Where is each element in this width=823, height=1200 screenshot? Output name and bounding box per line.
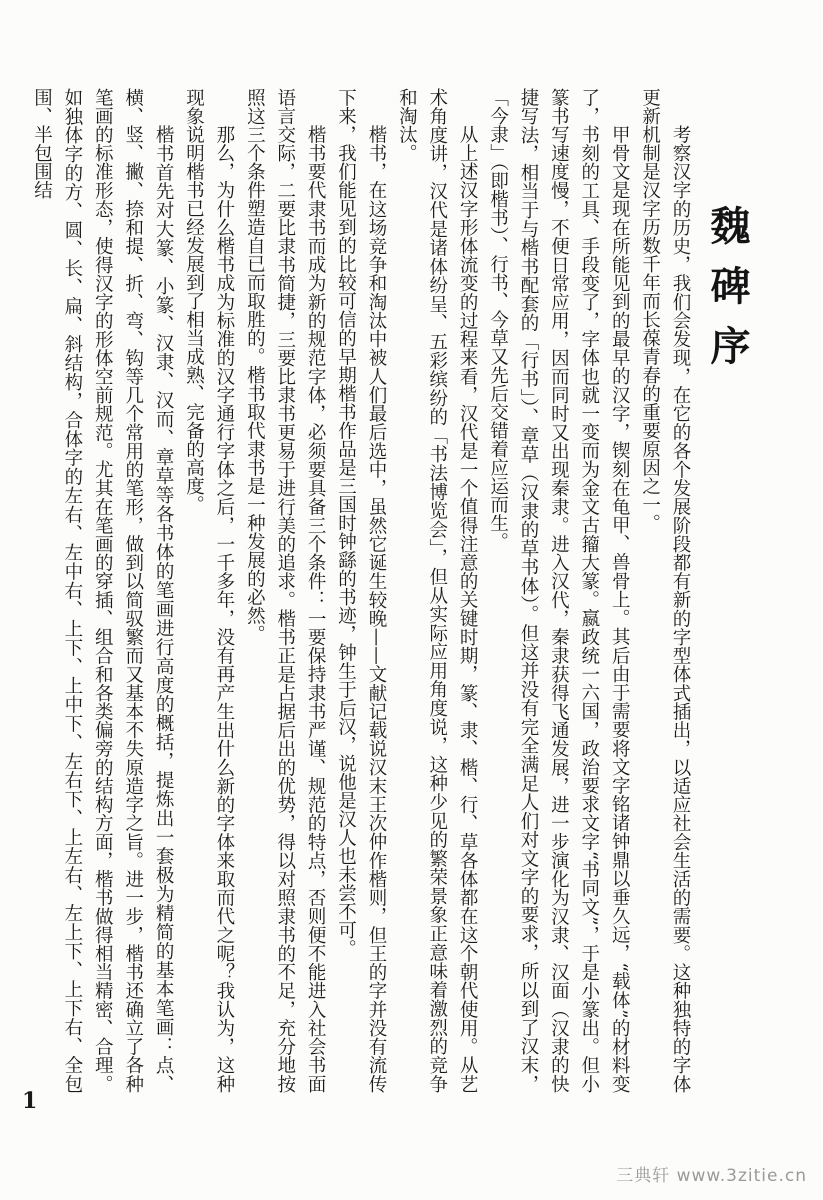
- paragraph: 楷书首先对大篆、小篆、汉隶、汉而、章草等各书体的笔画进行高度的概括，提炼出一套极为精简的基本笔画：点、横、竖、撇、捺和提、折、弯、钩等几个常用的笔形，做到以简驭繁而又基本不失原造字之旨。进一步，楷书还确立了各种笔画的标准形态，使得汉字的形体空前规范。尤其在笔画的穿插、组合和各类偏旁的结构方面，楷书做得相当精密、合理。如独体字的方、圆、长、扁、斜结构，合体字的左右、左中右、上下、上中下、左右下、上左右、左上下、上下右、全包围、半包围结: [31, 88, 175, 1093]
- paragraph: 考察汉字的历史，我们会发现，在它的各个发展阶段都有新的字型体式插出，以适应社会生活的需要。这种独特的字体更新机制是汉字历数千年而长葆青春的重要原因之一。: [639, 88, 691, 1093]
- paragraph: 甲骨文是现在所能见到的最早的汉字，锲刻在龟甲、兽骨上。其后由于需要将文字铭诸钟鼎以垂久远，“载体”的材料变了，书刻的工具、手段变了，字体也就一变而为金文古籀大篆。嬴政统一六国，政治要求文字“书同文”，于是小篆出。但小篆书写速度慢，不便日常应用，因而同时又出现秦隶。进入汉代，秦隶获得飞通发展，进一步演化为汉隶、汉面（汉隶的快捷写法，相当于与楷书配套的「行书」）、章草（汉隶的草书体）。但这并没有完全满足人们对文字的要求，所以到了汉末，「今隶」（即楷书）、行书、今草又先后交错着应运而生。: [487, 88, 631, 1093]
- site-watermark: 三典轩 www.3zitie.cn: [616, 1166, 807, 1186]
- page-number: 1: [22, 1088, 38, 1114]
- body-text: [31, 88, 695, 1093]
- page-title: 魏碑序: [704, 205, 750, 385]
- paragraph: 那么，为什么楷书成为标准的汉字通行字体之后，一千多年，没有再产生出什么新的字体来取而代之呢？我认为，这种现象说明楷书已经发展到了相当成熟、完备的高度。: [183, 88, 235, 1093]
- paragraph: 从上述汉字形体流变的过程来看，汉代是一个值得注意的关键时期，篆、隶、楷、行、草各体都在这个朝代使用。从艺术角度讲，汉代是诸体纷呈、五彩缤纷的「书法博览会」，但从实际应用角度说，这种少见的繁荣景象正意味着激烈的竞争和淘汰。: [396, 88, 479, 1093]
- paragraph: 楷书，在这场竞争和淘汰中被人们最后选中，虽然它诞生较晚——文献记载说汉末王次仲作楷则，但王的字并没有流传下来，我们能见到的比较可信的早期楷书作品是三国时钟繇的书迹，钟生于后汉，说他是汉人也未尝不可。: [335, 88, 387, 1093]
- paragraph: 楷书要代隶书而成为新的规范字体，必须要具备三个条件：一要保持隶书严谨、规范的特点，否则便不能进入社会书面语言交际，二要比隶书简捷，三要比隶书更易于进行美的追求。楷书正是占据后出的优势，得以对照隶书的不足，充分地按照这三个条件塑造自已而取胜的。楷书取代隶书是一种发展的必然。: [244, 88, 327, 1093]
